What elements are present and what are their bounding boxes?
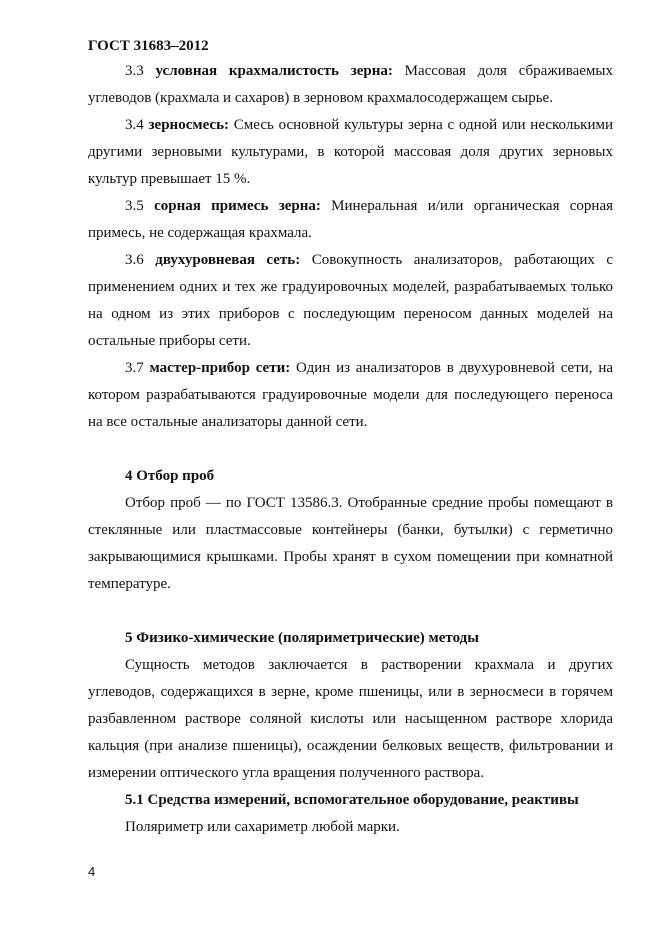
definition-text: Совокупность анализаторов, работающих с применением одних и тех же градуировочных моделей, разрабатываемых только на одном из этих приборов с последующим переносом данных моделей на остальные приборы сети. <box>88 252 614 349</box>
item-number: 3.5 <box>125 198 155 214</box>
section-5-text: Сущность методов заключается в растворении крахмала и других углеводов, содержащихся в зерне, кроме пшеницы, или в зерносмеси в горячем разбавленном растворе соляной кислоты или насыщенном растворе хлорида кальция (при анализе пшеницы), осаждении белковых веществ, фильтровании и измерении оптического угла вращения полученного раствора. <box>88 657 613 781</box>
definition-3-7 <box>88 355 613 436</box>
section-4-title: 4 Отбор проб <box>125 468 215 484</box>
item-number: 3.7 <box>125 360 150 376</box>
item-number: 3.4 <box>125 117 149 133</box>
definition-3-6 <box>88 247 613 355</box>
definition-3-5 <box>88 193 613 247</box>
item-number: 3.6 <box>125 252 156 268</box>
section-5-title: 5 Физико-химические (поляриметрические) методы <box>125 630 479 646</box>
definition-text: Один из анализаторов в двухуровневой сети, на котором разрабатываются градуировочные модели для последующего переноса на все остальные анализаторы данной сети. <box>88 360 614 430</box>
term: мастер-прибор сети: <box>149 360 291 376</box>
spacer <box>88 598 613 625</box>
section-5-1-text: Поляриметр или сахариметр любой марки. <box>125 819 400 835</box>
definition-text: Смесь основной культуры зерна с одной или несколькими другими зерновыми культурами, в которой массовая доля других зерновых культур превышает 15 %. <box>88 117 613 187</box>
definition-3-3 <box>88 58 613 112</box>
definition-text: Массовая доля сбраживаемых углеводов (крахмала и сахаров) в зерновом крахмалосодержащем сырье. <box>88 63 614 106</box>
section-5-1-title: 5.1 Средства измерений, вспомогательное оборудование, реактивы <box>125 792 579 808</box>
spacer <box>88 436 613 463</box>
term: сорная примесь зерна: <box>154 198 321 214</box>
term: условная крахмалистость зерна: <box>155 63 393 79</box>
document-body <box>88 58 613 841</box>
term: зерносмесь: <box>148 117 230 133</box>
term: двухуровневая сеть: <box>155 252 301 268</box>
page-number: 4 <box>88 864 96 879</box>
definition-text: Минеральная и/или органическая сорная примесь, не содержащая крахмала. <box>88 198 614 241</box>
standard-header: ГОСТ 31683–2012 <box>88 38 209 54</box>
item-number: 3.3 <box>125 63 156 79</box>
definition-3-4 <box>88 112 613 193</box>
section-4-text: Отбор проб — по ГОСТ 13586.3. Отобранные средние пробы помещают в стеклянные или пластмассовые контейнеры (банки, бутылки) с герметично закрывающимися крышками. Пробы хранят в сухом помещении при комнатной температуре. <box>88 495 613 592</box>
